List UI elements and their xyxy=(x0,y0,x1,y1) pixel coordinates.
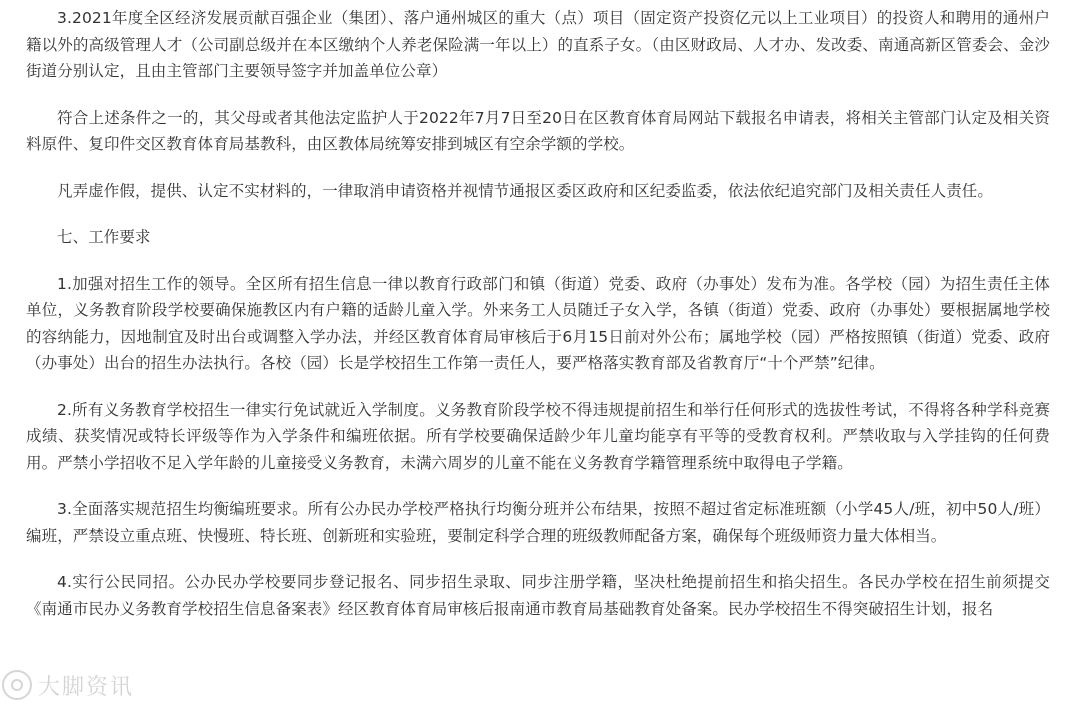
paragraph-requirement-2: 2.所有义务教育学校招生一律实行免试就近入学制度。义务教育阶段学校不得违规提前招生和举行任何形式的选拔性考试，不得将各种学科竞赛成绩、获奖情况或特长评级等作为入学条件和编班依据。所有学校要确保适龄少年儿童均能享有平等的受教育权利。严禁收取与入学挂钩的任何费用。严禁小学招收不足入学年龄的儿童接受义务教育，未满六周岁的儿童不能在义务教育学籍管理系统中取得电子学籍。 xyxy=(26,400,1050,472)
section-heading-work-requirements: 七、工作要求 xyxy=(57,228,151,246)
paragraph-application-procedure: 符合上述条件之一的，其父母或者其他法定监护人于2022年7月7日至20日在区教育体育局网站下载报名申请表，将相关主管部门认定及相关资料原件、复印件交区教育体育局基教科，由区教体局统筹安排到城区有空余学额的学校。 xyxy=(26,108,1050,153)
paragraph-eligibility-3: 3.2021年度全区经济发展贡献百强企业（集团）、落户通州城区的重大（点）项目（固定资产投资亿元以上工业项目）的投资人和聘用的通州户籍以外的高级管理人才（公司副总级并在本区缴纳个人养老保险满一年以上）的直系子女。（由区财政局、人才办、发改委、南通高新区管委会、金沙街道分别认定，且由主管部门主要领导签字并加盖单位公章） xyxy=(26,9,1050,80)
watermark-text: 大脚资讯 xyxy=(38,674,135,700)
document-body xyxy=(26,5,1050,642)
paragraph-requirement-1: 1.加强对招生工作的领导。全区所有招生信息一律以教育行政部门和镇（街道）党委、政府（办事处）发布为准。各学校（园）为招生责任主体单位，义务教育阶段学校要确保施教区内有户籍的适龄儿童入学。外来务工人员随迁子女入学，各镇（街道）党委、政府（办事处）要根据属地学校的容纳能力，因地制宜及时出台或调整入学办法，并经区教育体育局审核后于6月15日前对外公布；属地学校（园）严格按照镇（街道）党委、政府（办事处）出台的招生办法执行。各校（园）长是学校招生工作第一责任人，要严格落实教育部及省教育厅“十个严禁”纪律。 xyxy=(26,274,1050,372)
logo-icon xyxy=(2,670,32,700)
watermark xyxy=(2,668,134,702)
paragraph-requirement-4: 4.实行公民同招。公办民办学校要同步登记报名、同步招生录取、同步注册学籍，坚决杜绝提前招生和掐尖招生。各民办学校在招生前须提交《南通市民办义务教育学校招生信息备案表》经区教育体育局审核后报南通市教育局基础教育处备案。民办学校招生不得突破招生计划，报名 xyxy=(26,573,1050,618)
paragraph-requirement-3: 3.全面落实规范招生均衡编班要求。所有公办民办学校严格执行均衡分班并公布结果，按照不超过省定标准班额（小学45人/班，初中50人/班）编班，严禁设立重点班、快慢班、特长班、创新班和实验班，要制定科学合理的班级教师配备方案，确保每个班级师资力量大体相当。 xyxy=(26,500,1050,545)
paragraph-fraud-warning: 凡弄虚作假，提供、认定不实材料的，一律取消申请资格并视情节通报区委区政府和区纪委监委，依法依纪追究部门及相关责任人责任。 xyxy=(57,181,994,200)
